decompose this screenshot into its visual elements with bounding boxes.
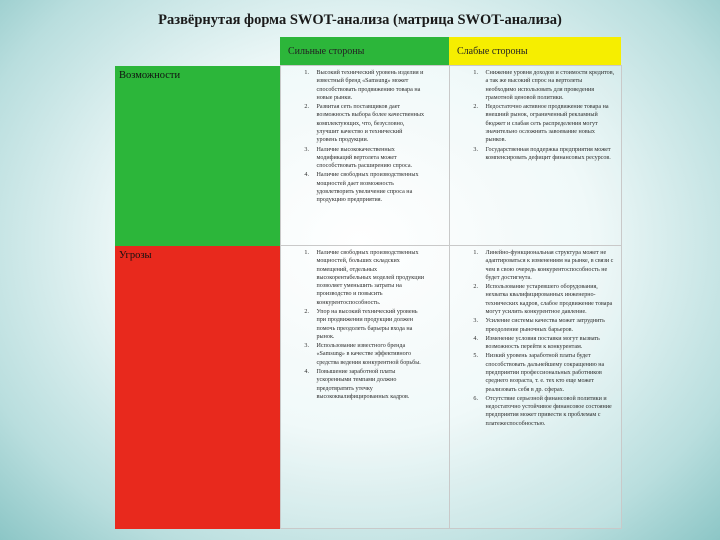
cell-opportunities-weaknesses	[449, 66, 621, 246]
header-strengths: Сильные стороны	[280, 37, 449, 66]
page-title: Развёрнутая форма SWOT-анализа (матрица SWOT-анализа)	[158, 12, 562, 28]
list-item: 2. Упор на высокий технический уровень при продвижении продукции должен помочь преодолеть барьеры входа на рынок.	[311, 308, 425, 341]
cell-opportunities-strengths	[280, 66, 449, 246]
list-item: 3. Использование известного бренда «Samsung» в качестве эффективного средства ведения конкурентной борьбы.	[311, 342, 425, 367]
list-item: 5. Низкий уровень заработной платы будет способствовать дальнейшему сокращению на предприятии профессиональных работников среднего возраста, т. е. тех кто еще может реализовать себя в др. сферах.	[480, 352, 615, 393]
list-item: 3. Государственная поддержка предприятия может компенсировать дефицит финансовых ресурсов.	[480, 146, 615, 163]
list-item: 4. Наличие свободных производственных мощностей дает возможность удовлетворить увеличение спроса на продукцию предприятия.	[311, 171, 425, 204]
list-tw	[454, 249, 615, 428]
list-item: 1. Наличие свободных производственных мощностей, больших складских помещений, отдельных высокорентабельных моделей продукции позволяет уменьшить затраты на производство и повысить конкурентоспособность.	[311, 249, 425, 307]
list-item: 2. Развитая сеть поставщиков дает возможность выбора более качественных комплектующих, что, безусловно, улучшит качество и технический уровень продукции.	[311, 103, 425, 144]
list-os	[285, 69, 443, 205]
cell-threats-weaknesses	[449, 246, 621, 529]
list-item: 4. Повышение заработной платы ускоренными темпами должно предотвратить утечку высококвалифицированных кадров.	[311, 368, 425, 401]
list-ow	[454, 69, 615, 162]
header-weaknesses: Слабые стороны	[449, 37, 621, 66]
cell-threats-strengths	[280, 246, 449, 529]
swot-matrix	[115, 37, 622, 529]
row-label-opportunities: Возможности	[115, 66, 280, 246]
list-item: 1. Высокий технический уровень изделия и известный бренд «Samsung» может способствовать продвижению товара на новые рынки.	[311, 69, 425, 102]
list-item: 1. Снижение уровня доходов и стоимости кредитов, а так же высокий спрос на вертолеты необходимо использовать для проведения грамотной ценовой политики.	[480, 69, 615, 102]
corner-cell	[115, 37, 280, 66]
list-ts	[285, 249, 443, 401]
list-item: 2. Недостаточно активное продвижение товара на внешний рынок, ограниченный рекламный бюджет и слабая сеть распределения могут значительно осложнить завоевание новых рынков.	[480, 103, 615, 144]
list-item: 1. Линейно-функциональная структура может не адаптироваться к изменениям на рынке, в связи с чем в свою очередь конкурентоспособность не будет достигнута.	[480, 249, 615, 282]
list-item: 4. Изменение условия поставки могут вызвать возможность перейти к конкурентам.	[480, 335, 615, 352]
list-item: 3. Наличие высококачественных модификаций вертолета может способствовать расширению спроса.	[311, 146, 425, 171]
row-label-threats: Угрозы	[115, 246, 280, 529]
list-item: 2. Использование устаревшего оборудования, нехватка квалифицированных инженерно-технических кадров, слабое продвижение товара могут усилить конкурентное давление.	[480, 283, 615, 316]
list-item: 6. Отсутствие серьезной финансовой политики и недостаточно устойчивое финансовое состояние предприятия может привести к проблемам с платежеспособностью.	[480, 395, 615, 428]
list-item: 3. Усиление системы качества может затруднить преодоление рыночных барьеров.	[480, 317, 615, 334]
